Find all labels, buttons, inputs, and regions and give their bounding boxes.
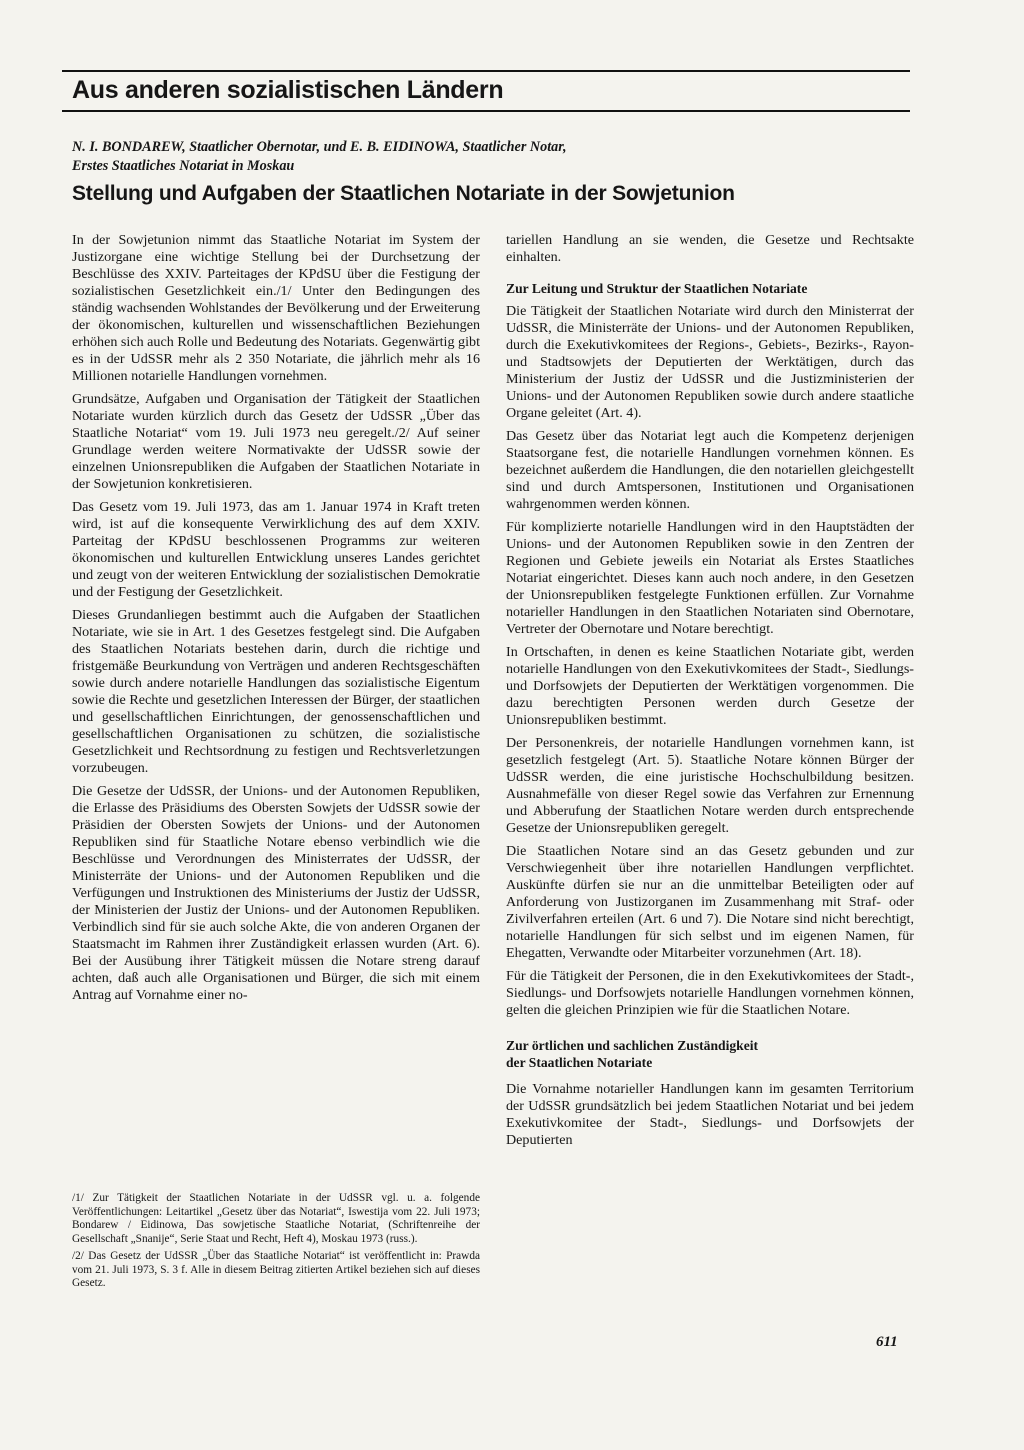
page-number: 611	[876, 1334, 898, 1350]
footnotes	[72, 1192, 480, 1295]
section-title: Aus anderen sozialistischen Ländern	[72, 76, 504, 104]
paragraph: Die Tätigkeit der Staatlichen Notariate wird durch den Ministerrat der UdSSR, die Ministerräte der Unions- und der Autonomen Republiken, durch die Exekutivkomitees der Regions-, Gebiets-, Bezirks-, Rayon- und Stadtsowjets der Deputierten der Werktätigen, durch das Ministerium der Justiz der UdSSR und die Justizministerien der Unions- und der Autonomen Republiken sowie durch andere staatliche Organe geleitet (Art. 4).	[506, 303, 914, 421]
subheading-zustaendigkeit	[506, 1037, 914, 1071]
paragraph: Grundsätze, Aufgaben und Organisation der Tätigkeit der Staatlichen Notariate wurden kürzlich durch das Gesetz der UdSSR „Über das Staatliche Notariat“ vom 19. Juli 1973 neu geregelt./2/ Auf seiner Grundlage werden weitere Normativakte der UdSSR sowie der einzelnen Unionsrepubliken die Aufgaben der Staatlichen Notariate in der Sowjetunion konkretisieren.	[72, 391, 480, 492]
continuation-paragraph: tariellen Handlung an sie wenden, die Gesetze und Rechtsakte einhalten.	[506, 232, 914, 265]
paragraph: Dieses Grundanliegen bestimmt auch die Aufgaben der Staatlichen Notariate, wie sie in Art. 1 des Gesetzes festgelegt sind. Die Aufgaben des Staatlichen Notariats bestehen darin, durch die richtige und fristgemäße Beurkundung von Verträgen und anderen Rechtsgeschäften sowie durch andere notarielle Handlungen das sozialistische Eigentum sowie die Rechte und gesetzlichen Interessen der Bürger, der staatlichen und gesellschaftlichen Einrichtungen, der genossenschaftlichen und gesellschaftlichen Organisationen zu schützen, die sozialistische Gesetzlichkeit und Rechtsordnung zu festigen und Rechtsverletzungen vorzubeugen.	[72, 607, 480, 776]
paragraph: Das Gesetz über das Notariat legt auch die Kompetenz derjenigen Staatsorgane fest, die notarielle Handlungen vornehmen können. Es bezeichnet außerdem die Handlungen, die den notariellen gleichgestellt sind und durch Amtspersonen, Institutionen und Organisationen wahrgenommen werden können.	[506, 428, 914, 512]
paragraph: Die Gesetze der UdSSR, der Unions- und der Autonomen Republiken, die Erlasse des Präsidiums des Obersten Sowjets der UdSSR sowie der Präsidien der Obersten Sowjets der Unions- und der Autonomen Republiken sind für Staatliche Notare ebenso verbindlich wie die Beschlüsse und Verordnungen des Ministerrates der UdSSR, der Ministerräte der Unions- und der Autonomen Republiken und die Verfügungen und Instruktionen des Ministeriums der Justiz der UdSSR, der Ministerien der Justiz der Unions- und der Autonomen Republiken. Verbindlich sind für sie auch solche Akte, die von anderen Organen der Staatsmacht im Rahmen ihrer Zuständigkeit erlassen wurden (Art. 6). Bei der Ausübung ihrer Tätigkeit müssen die Notare streng darauf achten, daß auch alle Organisationen und Bürger, die sich mit einem Antrag auf Vornahme einer no-	[72, 783, 480, 1003]
footnote-1: /1/ Zur Tätigkeit der Staatlichen Notariate in der UdSSR vgl. u. a. folgende Veröffentlichungen: Leitartikel „Gesetz über das Notariat“, Iswestija vom 22. Juli 1973; Bondarew / Eidinowa, Das sowjetische Staatliche Notariat, (Schriftenreihe der Gesellschaft „Snanije“, Serie Staat und Recht, Heft 4), Moskau 1973 (russ.).	[72, 1192, 480, 1245]
title-underline	[62, 110, 910, 112]
authors-line-1: N. I. BONDAREW, Staatlicher Obernotar, und E. B. EIDINOWA, Staatlicher Notar,	[72, 139, 567, 155]
authors-line-2: Erstes Staatliches Notariat in Moskau	[72, 158, 295, 174]
paragraph: Die Vornahme notarieller Handlungen kann im gesamten Territorium der UdSSR grundsätzlich bei jedem Staatlichen Notariat und bei jedem Exekutivkomitee der Stadt-, Siedlungs- und Dorfsowjets der Deputierten	[506, 1081, 914, 1148]
paragraph: Das Gesetz vom 19. Juli 1973, das am 1. Januar 1974 in Kraft treten wird, ist auf die konsequente Verwirklichung des auf dem XXIV. Parteitag der KPdSU beschlossenen Programms zur weiteren ökonomischen und kulturellen Entwicklung unseres Landes gerichtet und zeugt von der weiteren Entwicklung der sozialistischen Demokratie und der Festigung der Gesetzlichkeit.	[72, 499, 480, 600]
paragraph: Für komplizierte notarielle Handlungen wird in den Hauptstädten der Unions- und der Autonomen Republiken sowie in den Zentren der Regionen und Gebiete jeweils ein Notariat als Erstes Staatliches Notariat eingerichtet. Dieses kann auch noch andere, in den Gesetzen der Unionsrepubliken festgelegte Funktionen erfüllen. Zur Vornahme notarieller Handlungen in den Staatlichen Notariaten sind Obernotare, Vertreter der Obernotare und Notare berechtigt.	[506, 519, 914, 637]
paragraph: In der Sowjetunion nimmt das Staatliche Notariat im System der Justizorgane eine wichtige Stellung bei der Durchsetzung der Beschlüsse des XXIV. Parteitages der KPdSU über die Festigung der sozialistischen Gesetzlichkeit ein./1/ Unter den Bedingungen des ständig wachsenden Wohlstandes der Bevölkerung und der Erweiterung der ökonomischen, kulturellen und wissenschaftlichen Beziehungen erhöhen sich auch Rolle und Bedeutung des Notariats. Gegenwärtig gibt es in der UdSSR mehr als 2 350 Notariate, die jährlich mehr als 16 Millionen notarielle Handlungen vornehmen.	[72, 232, 480, 384]
paragraph: In Ortschaften, in denen es keine Staatlichen Notariate gibt, werden notarielle Handlungen von den Exekutivkomitees der Stadt-, Siedlungs- und Dorfsowjets der Deputierten der Werktätigen vorgenommen. Die dazu berechtigten Personen werden durch Gesetze der Unionsrepubliken bestimmt.	[506, 644, 914, 728]
footnote-2: /2/ Das Gesetz der UdSSR „Über das Staatliche Notariat“ ist veröffentlicht in: Prawda vom 21. Juli 1973, S. 3 f. Alle in diesem Beitrag zitierten Artikel beziehen sich auf dieses Gesetz.	[72, 1250, 480, 1289]
authors	[72, 138, 832, 176]
left-column	[72, 232, 480, 1010]
subheading-line-2: der Staatlichen Notariate	[506, 1055, 653, 1070]
right-column	[506, 232, 914, 1155]
article-title: Stellung und Aufgaben der Staatlichen Notariate in der Sowjetunion	[72, 182, 735, 205]
subheading-line-1: Zur örtlichen und sachlichen Zuständigkeit	[506, 1038, 759, 1053]
paragraph: Für die Tätigkeit der Personen, die in den Exekutivkomitees der Stadt-, Siedlungs- und Dorfsowjets notarielle Handlungen vornehmen können, gelten die gleichen Prinzipien wie für die Staatlichen Notare.	[506, 968, 914, 1018]
paragraph: Der Personenkreis, der notarielle Handlungen vornehmen kann, ist gesetzlich festgelegt (Art. 5). Staatliche Notare können Bürger der UdSSR werden, die eine juristische Hochschulbildung besitzen. Ausnahmefälle von dieser Regel sowie das Verfahren zur Ernennung und Abberufung der Staatlichen Notare werden durch entsprechende Gesetze der Unionsrepubliken geregelt.	[506, 735, 914, 836]
paragraph: Die Staatlichen Notare sind an das Gesetz gebunden und zur Verschwiegenheit über ihre notariellen Handlungen verpflichtet. Auskünfte dürfen sie nur an die unmittelbar Beteiligten oder auf Anforderung von Justizorganen im Zusammenhang mit Straf- oder Zivilverfahren erteilen (Art. 6 und 7). Die Notare sind nicht berechtigt, notarielle Handlungen für sich selbst und im eigenen Namen, für Ehegatten, Verwandte oder Mitarbeiter vorzunehmen (Art. 18).	[506, 843, 914, 961]
subheading-leitung: Zur Leitung und Struktur der Staatlichen Notariate	[506, 281, 808, 296]
top-rule	[62, 70, 910, 72]
